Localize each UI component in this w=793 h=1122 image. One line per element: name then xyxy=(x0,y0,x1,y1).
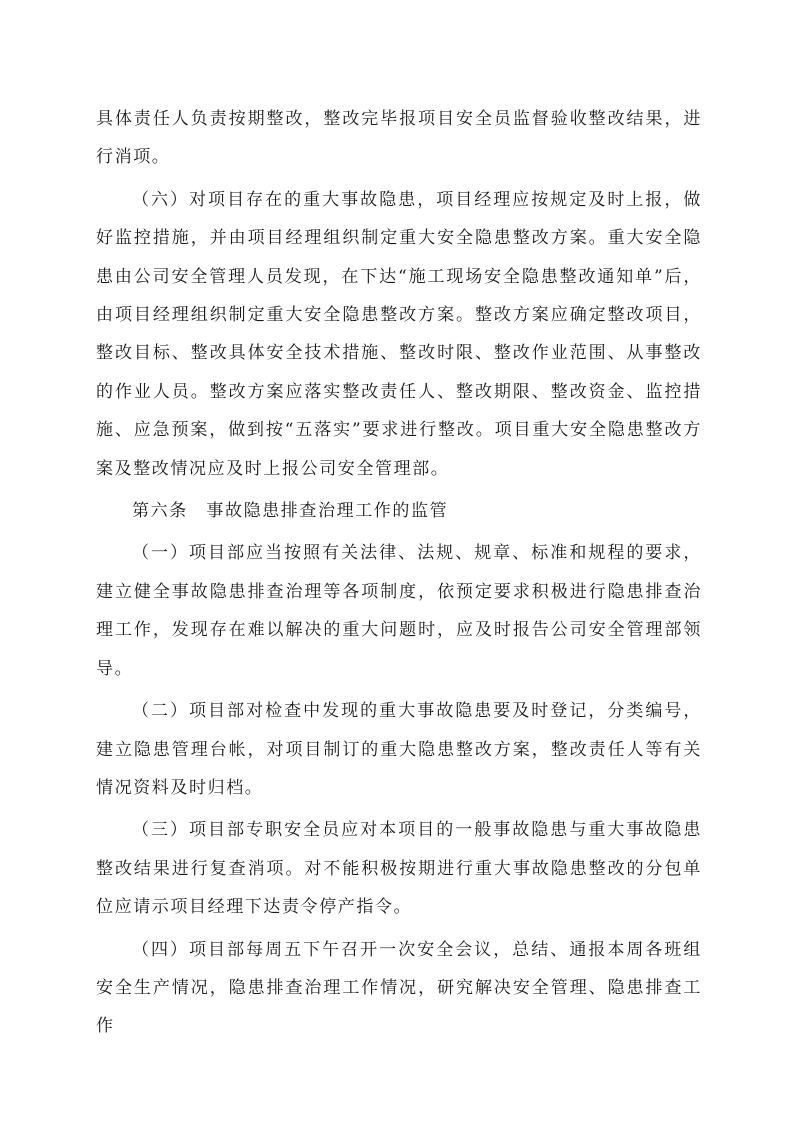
document-page xyxy=(96,100,702,1046)
paragraph-item-6: （六）对项目存在的重大事故隐患，项目经理应按规定及时上报，做好监控措施，并由项目经理组织制定重大安全隐患整改方案。重大安全隐患由公司安全管理人员发现，在下达“施工现场安全隐患整改通知单”后，由项目经理组织制定重大安全隐患整改方案。整改方案应确定整改项目，整改目标、整改具体安全技术措施、整改时限、整改作业范围、从事整改的作业人员。整改方案应落实整改责任人、整改期限、整改资金、监控措施、应急预案，做到按“五落实”要求进行整改。项目重大安全隐患整改方案及整改情况应及时上报公司安全管理部。 xyxy=(96,189,702,479)
paragraph-article-6-item-3: （三）项目部专职安全员应对本项目的一般事故隐患与重大事故隐患整改结果进行复查消项。对不能积极按期进行重大事故隐患整改的分包单位应请示项目经理下达责令停产指令。 xyxy=(96,820,702,918)
article-6-heading: 第六条 事故隐患排查治理工作的监管 xyxy=(132,501,449,522)
paragraph-article-6-item-4: （四）项目部每周五下午召开一次安全会议，总结、通报本周各班组安全生产情况，隐患排查治理工作情况，研究解决安全管理、隐患排查工作 xyxy=(96,939,702,1037)
paragraph-article-6-item-1: （一）项目部应当按照有关法律、法规、规章、标准和规程的要求，建立健全事故隐患排查治理等各项制度，依预定要求积极进行隐患排查治理工作，发现存在难以解决的重大问题时，应及时报告公司安全管理部领导。 xyxy=(96,543,702,679)
paragraph-continuation: 具体责任人负责按期整改，整改完毕报项目安全员监督验收整改结果，进行消项。 xyxy=(96,109,702,168)
paragraph-article-6-item-2: （二）项目部对检查中发现的重大事故隐患要及时登记，分类编号，建立隐患管理台帐，对项目制订的重大隐患整改方案，整改责任人等有关情况资料及时归档。 xyxy=(96,701,702,798)
